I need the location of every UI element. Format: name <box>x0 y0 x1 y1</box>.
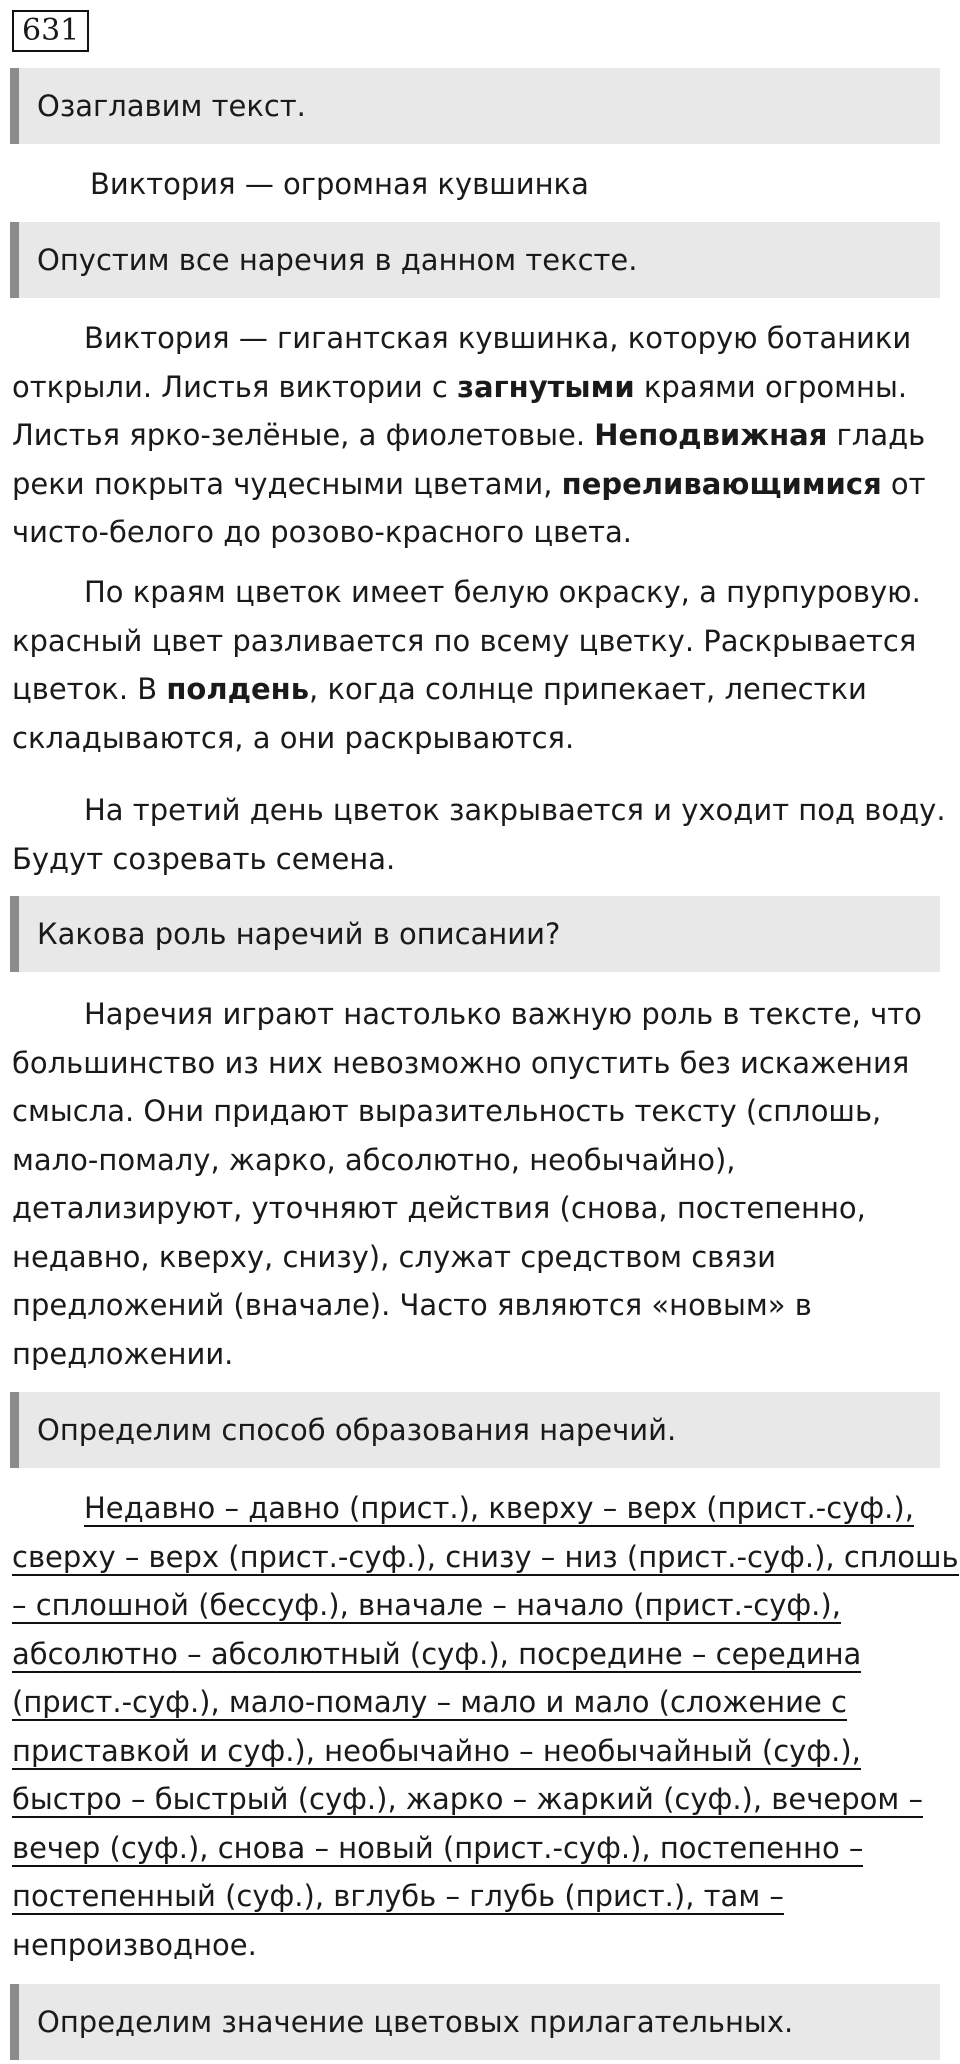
paragraph-omitted-text-2 <box>12 568 942 762</box>
paragraph-omitted-text-1 <box>12 314 942 557</box>
text-line: чисто-белого до розово-красного цвета. <box>12 515 632 549</box>
text-line: Виктория — гигантская кувшинка, которую ботаники <box>84 321 912 355</box>
text-span: открыли. Листья виктории с <box>12 369 458 404</box>
paragraph-role-answer <box>12 990 942 1378</box>
text-line: смысла. Они придают выразительность тексту (сплошь, <box>12 1094 882 1128</box>
text-span: гладь <box>827 418 926 452</box>
text-span: от <box>881 466 926 501</box>
color-heading: Определим значение цветовых прилагательных. <box>10 1984 940 2060</box>
text-span: цветок. В <box>12 672 167 706</box>
morpheme-line: Недавно – давно (прист.), кверху – верх (прист.-суф.), <box>84 1491 914 1525</box>
morpheme-line: сверху – верх (прист.-суф.), снизу – низ (прист.-суф.), сплошь <box>12 1539 959 1574</box>
text-line: мало-помалу, жарко, абсолютно, необычайно), <box>12 1142 736 1177</box>
text-line: Наречия играют настолько важную роль в тексте, что <box>84 997 922 1031</box>
role-heading: Какова роль наречий в описании? <box>10 896 940 972</box>
text-line: детализируют, уточняют действия (снова, постепенно, <box>12 1191 866 1225</box>
morpheme-line: вечер (суф.), снова – новый (прист.-суф.), постепенно – <box>12 1830 864 1865</box>
morpheme-line: абсолютно – абсолютный (суф.), посредине – середина <box>12 1636 862 1671</box>
text-span: краями огромны. <box>634 369 908 404</box>
exercise-number: 631 <box>12 10 89 52</box>
text-span: , когда солнце припекает, лепестки <box>309 672 867 706</box>
bold-word: загнутыми <box>457 369 635 404</box>
text-line: непроизводное. <box>12 1927 257 1962</box>
text-line: предложении. <box>12 1336 234 1371</box>
text-line: Будут созревать семена. <box>12 841 396 876</box>
morpheme-line: (прист.-суф.), мало-помалу – мало и мало (сложение с <box>12 1685 847 1719</box>
text-line: большинство из них невозможно опустить без искажения <box>12 1045 910 1080</box>
morpheme-line: приставкой и суф.), необычайно – необычайный (суф.), <box>12 1733 861 1768</box>
text-line: красный цвет разливается по всему цветку. Раскрывается <box>12 623 917 658</box>
text-line: недавно, кверху, снизу), служат средством связи <box>12 1239 776 1274</box>
morpheme-line: быстро – быстрый (суф.), жарко – жаркий (суф.), вечером – <box>12 1782 923 1816</box>
bold-word: Неподвижная <box>594 418 828 452</box>
text-line: На третий день цветок закрывается и уходит под воду. <box>84 793 946 827</box>
text-span: Листья ярко-зелёные, а фиолетовые. <box>12 418 595 452</box>
title-answer: Виктория — огромная кувшинка <box>90 167 589 201</box>
text-line: предложений (вначале). Часто являются «новым» в <box>12 1288 812 1322</box>
text-line: По краям цветок имеет белую окраску, а пурпуровую. <box>84 575 921 609</box>
bold-word: переливающимися <box>561 466 882 501</box>
title-heading: Озаглавим текст. <box>10 68 940 144</box>
text-line: складываются, а они раскрываются. <box>12 720 575 755</box>
formation-heading: Определим способ образования наречий. <box>10 1392 940 1468</box>
bold-word: полдень <box>166 672 310 706</box>
paragraph-omitted-text-3 <box>12 786 946 883</box>
paragraph-formation-answer <box>12 1484 959 1969</box>
text-span: реки покрыта чудесными цветами, <box>12 466 562 501</box>
morpheme-line: – сплошной (бессуф.), вначале – начало (прист.-суф.), <box>12 1588 841 1622</box>
morpheme-line: постепенный (суф.), вглубь – глубь (прист.), там – <box>12 1879 784 1913</box>
omit-heading: Опустим все наречия в данном тексте. <box>10 222 940 298</box>
